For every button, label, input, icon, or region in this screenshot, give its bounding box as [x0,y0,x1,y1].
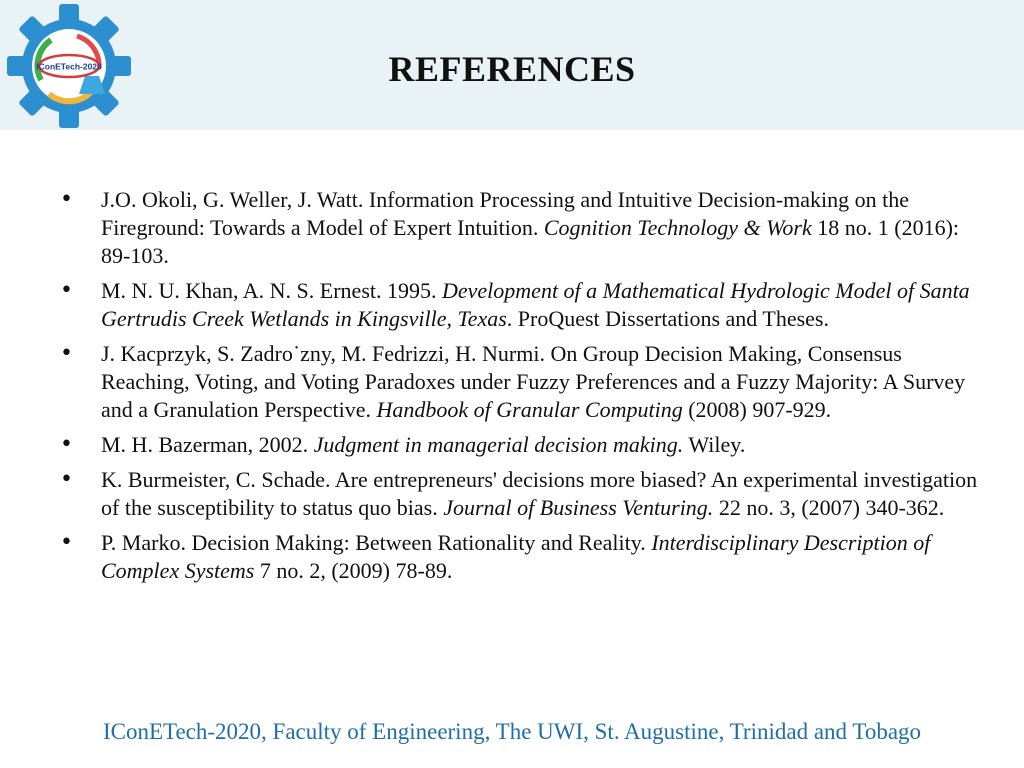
reference-text: J.O. Okoli, G. Weller, J. Watt. Information Processing and Intuitive Decision-making on the Fireground: Towards a Model of Expert Intuition. [101,187,910,240]
reference-list [60,186,980,592]
reference-source: Development of a Mathematical Hydrologic Model of Santa Gertrudis Creek Wetlands in Kingsville, Texas [101,278,970,331]
reference-source: Cognition Technology & Work [543,215,812,240]
reference-item [60,277,980,333]
reference-source: Handbook of Granular Computing [376,397,683,422]
reference-text: (2008) 907-929. [682,397,832,422]
slide-footer: IConETech-2020, Faculty of Engineering, The UWI, St. Augustine, Trinidad and Tobago [102,719,922,744]
bullet-icon: • [60,187,73,212]
reference-source: Judgment in managerial decision making. [313,432,684,457]
page-title: REFERENCES [388,49,636,89]
reference-text: M. N. U. Khan, A. N. S. Ernest. 1995. [101,278,442,303]
slide-header [0,0,1024,130]
reference-text: J. Kacprzyk, S. Zadro˙zny, M. Fedrizzi, H. Nurmi. On Group Decision Making, Consensus Reaching, Voting, and Voting Paradoxes under Fuzzy Preferences and a Fuzzy Majority: A Survey and a Granulation Perspective. [101,341,966,422]
reference-text: K. Burmeister, C. Schade. Are entrepreneurs' decisions more biased? An experimental investigation of the susceptibility to status quo bias. [101,467,978,520]
reference-item [60,340,980,424]
reference-text: . ProQuest Dissertations and Theses. [506,306,829,331]
bullet-icon: • [60,432,73,457]
reference-text: M. H. Bazerman, 2002. [101,432,314,457]
bullet-icon: • [60,467,73,492]
logo-text: IConETech-2020 [36,61,102,72]
reference-text: P. Marko. Decision Making: Between Rationality and Reality. [101,530,652,555]
reference-item [60,431,980,459]
reference-text: 22 no. 3, (2007) 340-362. [713,495,945,520]
reference-item [60,529,980,585]
bullet-icon: • [60,530,73,555]
reference-text: Wiley. [683,432,746,457]
reference-item [60,186,980,270]
reference-source: Interdisciplinary Description of Complex Systems [101,530,931,583]
reference-text: 18 no. 1 (2016): 89-103. [101,215,960,268]
bullet-icon: • [60,278,73,303]
reference-text: 7 no. 2, (2009) 78-89. [254,558,453,583]
reference-item [60,466,980,522]
reference-source: Journal of Business Venturing. [443,495,714,520]
bullet-icon: • [60,341,73,366]
